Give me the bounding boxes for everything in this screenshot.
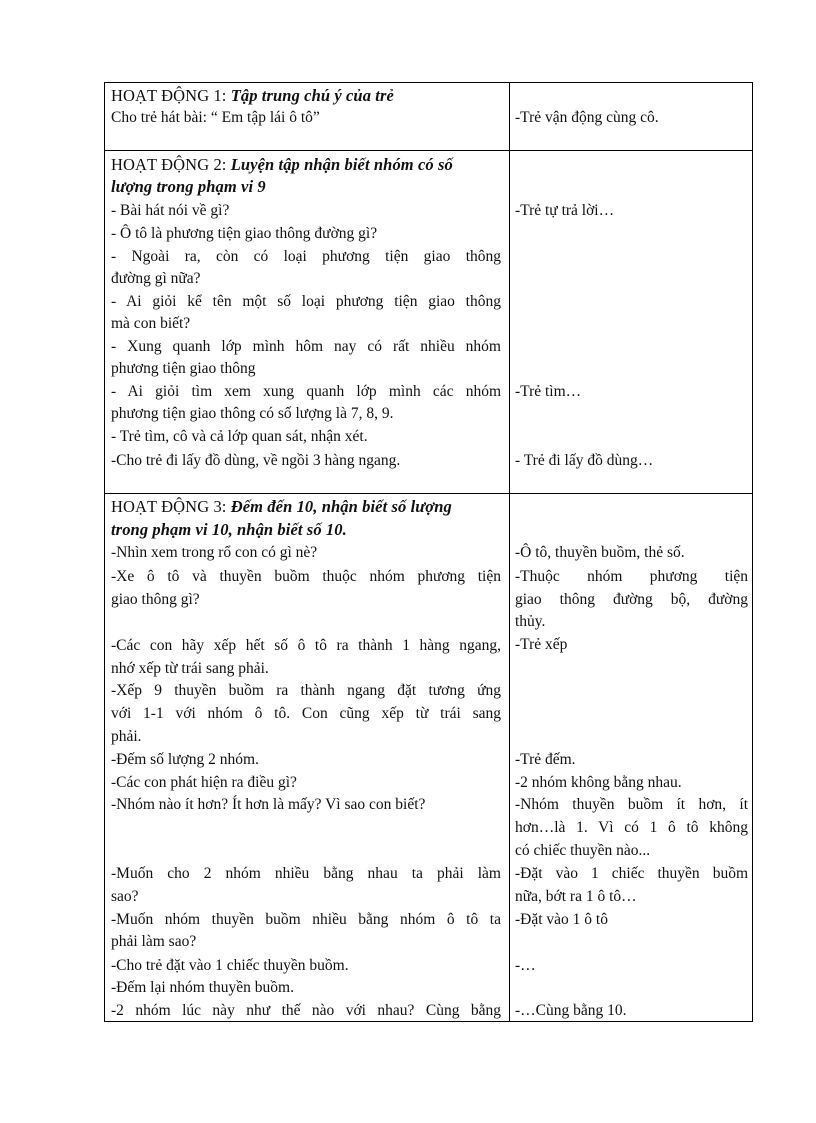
section-2-left-line: - Xung quanh lớp mình hôm nay có rất nhiều nhóm (111, 338, 501, 355)
section-2-left-line: - Ai giỏi tìm xem xung quanh lớp mình các nhóm (111, 383, 501, 400)
section-3-right-line: hơn…là 1. Vì có 1 ô tô không (515, 819, 748, 836)
section-3-left-line: -Muốn cho 2 nhóm nhiều bằng nhau ta phải làm (111, 865, 501, 882)
section-3-left-line: -Các con phát hiện ra điều gì? (111, 774, 297, 791)
section-3-right-line: có chiếc thuyền nào... (515, 842, 651, 859)
section-2-heading-title-2: lượng trong phạm vi 9 (111, 177, 266, 196)
section-3-left-line: nhớ xếp từ trái sang phải. (111, 660, 269, 677)
row-divider-2 (105, 493, 752, 494)
section-2-left-line: - Ô tô là phương tiện giao thông đường gì? (111, 225, 378, 242)
section-3-right-line: giao thông đường bộ, đường (515, 591, 748, 608)
section-3-right-line: -…Cùng bằng 10. (515, 1002, 627, 1019)
section-3-right-line: thủy. (515, 613, 546, 630)
section-3-left-line: -Đếm số lượng 2 nhóm. (111, 751, 259, 768)
section-3-right-line: nữa, bớt ra 1 ô tô… (515, 888, 637, 905)
section-3-left-line: -Nhóm nào ít hơn? Ít hơn là mấy? Vì sao con biết? (111, 796, 426, 813)
section-3-left-line: -Cho trẻ đặt vào 1 chiếc thuyền buồm. (111, 957, 349, 974)
section-3-right-line: -Trẻ đếm. (515, 751, 576, 768)
section-2-left-line: mà con biết? (111, 315, 191, 332)
section-1-heading (111, 86, 501, 106)
section-3-right-line: -Đặt vào 1 ô tô (515, 911, 608, 928)
section-3-right-line: -… (515, 957, 536, 974)
section-3-right-line: -2 nhóm không bằng nhau. (515, 774, 682, 791)
section-3-right-line: -Nhóm thuyền buồm ít hơn, ít (515, 796, 748, 813)
section-3-heading-prefix: HOẠT ĐỘNG 3: (111, 497, 231, 516)
section-2-left-line: phương tiện giao thông có số lượng là 7, 8, 9. (111, 405, 394, 422)
section-2-left-line: - Ngoài ra, còn có loại phương tiện giao thông (111, 248, 501, 265)
column-divider (509, 83, 510, 1021)
section-2-right-line: - Trẻ đi lấy đồ dùng… (515, 452, 654, 469)
section-3-right-line: -Trẻ xếp (515, 636, 568, 653)
section-1-heading-prefix: HOẠT ĐỘNG 1: (111, 86, 231, 105)
section-3-left-line: với 1-1 với nhóm ô tô. Con cũng xếp từ trái sang (111, 705, 501, 722)
section-2-heading-prefix: HOẠT ĐỘNG 2: (111, 155, 231, 174)
section-1-left-line: Cho trẻ hát bài: “ Em tập lái ô tô” (111, 109, 320, 126)
section-1-heading-title: Tập trung chú ý của trẻ (230, 86, 394, 105)
section-3-left-line: giao thông gì? (111, 591, 200, 608)
section-2-left-line: phương tiện giao thông (111, 360, 256, 377)
section-3-left-line: -Các con hãy xếp hết số ô tô ra thành 1 hàng ngang, (111, 637, 501, 654)
section-3-heading (111, 497, 501, 517)
section-2-heading (111, 155, 501, 175)
lesson-plan-table (104, 82, 753, 1022)
row-divider-1 (105, 150, 752, 151)
section-3-left-line: -Muốn nhóm thuyền buồm nhiều bằng nhóm ô tô ta (111, 911, 501, 928)
section-3-left-line: -Đếm lại nhóm thuyền buồm. (111, 979, 294, 996)
section-2-heading-title-1: Luyện tập nhận biết nhóm có số (230, 155, 453, 174)
section-3-left-line: -Xếp 9 thuyền buồm ra thành ngang đặt tương ứng (111, 682, 501, 699)
section-3-left-line: -2 nhóm lúc này như thế nào với nhau? Cùng bằng (111, 1002, 501, 1019)
section-2-left-line: - Ai giỏi kể tên một số loại phương tiện giao thông (111, 293, 501, 310)
section-3-left-line: phải. (111, 728, 142, 745)
section-2-right-line: -Trẻ tự trả lời… (515, 202, 615, 219)
section-2-left-line: -Cho trẻ đi lấy đồ dùng, về ngồi 3 hàng ngang. (111, 452, 401, 469)
section-3-heading-title-2: trong phạm vi 10, nhận biết số 10. (111, 520, 347, 539)
section-2-left-line: đường gì nữa? (111, 270, 201, 287)
section-2-right-line: -Trẻ tìm… (515, 383, 582, 400)
section-3-right-line: -Đặt vào 1 chiếc thuyền buồm (515, 865, 748, 882)
section-3-left-line: -Nhìn xem trong rổ con có gì nè? (111, 544, 318, 561)
section-3-right-line: -Ô tô, thuyền buồm, thẻ số. (515, 544, 685, 561)
section-3-heading-title-1: Đếm đến 10, nhận biết số lượng (230, 497, 452, 516)
section-2-left-line: - Bài hát nói về gì? (111, 202, 230, 219)
section-1-right-line: -Trẻ vận động cùng cô. (515, 109, 659, 126)
section-3-left-line: -Xe ô tô và thuyền buồm thuộc nhóm phương tiện (111, 568, 501, 585)
section-3-left-line: sao? (111, 888, 139, 905)
section-3-right-line: -Thuộc nhóm phương tiện (515, 568, 748, 585)
section-3-left-line: phải làm sao? (111, 933, 197, 950)
section-2-left-line: - Trẻ tìm, cô và cả lớp quan sát, nhận xét. (111, 428, 368, 445)
